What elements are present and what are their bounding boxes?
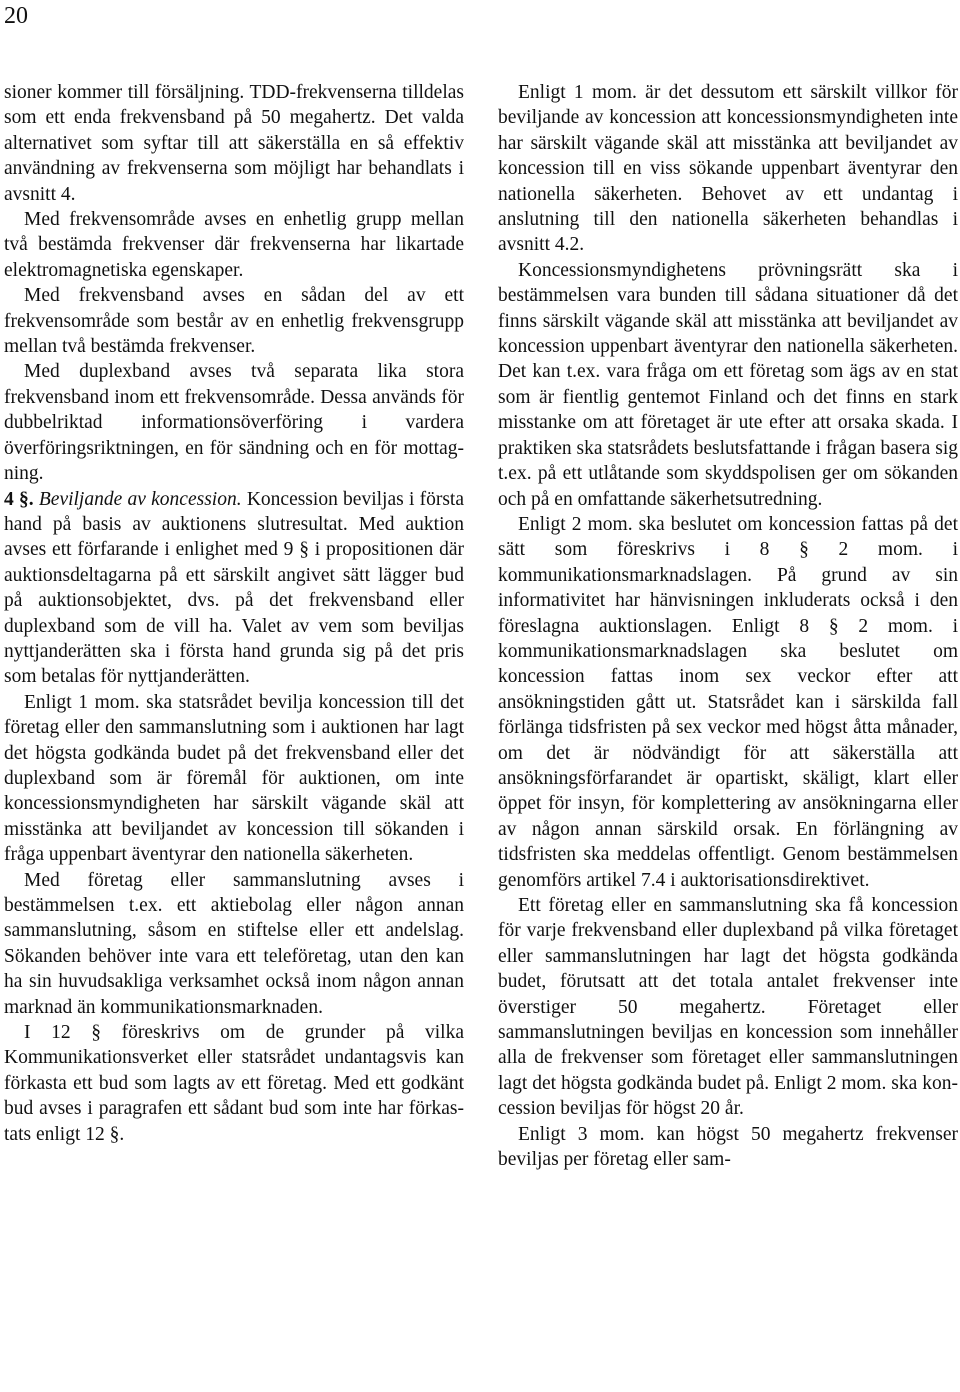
section-title: Beviljande av koncession. — [38, 488, 242, 510]
paragraph: Enligt 1 mom. är det dessutom ett särskilt villkor för beviljande av koncession att koncessionsmyndigheten inte har särskilt vägande skäl att misstänka att beviljandet av koncession till en viss sökande uppenbart äventyrar den nationella säkerheten. Behovet av ett undantag i anslutning till den nationella säkerheten behandlas i avsnitt 4.2. — [498, 82, 958, 256]
paragraph: Med frekvensområde avses en enhetlig grupp mellan två bestämda frekvenser där frekvenserna har likartade elektromagnetiska egenskaper. — [4, 209, 464, 281]
section-number: 4 §. — [4, 488, 34, 510]
paragraph: Enligt 3 mom. kan högst 50 megahertz frekvenser beviljas per företag eller sam- — [498, 1123, 958, 1171]
paragraph: Enligt 1 mom. ska statsrådet bevilja koncession till det företag eller den sammanslutning som i auktionen har lagt det högsta godkända budet på det frekvensband eller det duplexband som är föremål för auktionen, om inte koncessionsmyndigheten har särskilt vägande skäl att misstänka att beviljandet av koncession till sökanden i fråga uppenbart äventyrar den nationella säkerheten. — [4, 691, 464, 866]
paragraph: Ett företag eller en sammanslutning ska få koncession för varje frekvensband eller duplexband på vilka företaget eller sammanslutningen har lagt det högsta godkända budet, förutsatt att det totala antalet frekvenser inte överstiger 50 megahertz. Företaget eller sammanslutningen beviljas en koncession som innehåller alla de frekvenser som företaget eller sammanslutningen lagt det högsta godkända budet på. Enligt 2 mom. ska koncession beviljas för högst 20 år. — [498, 895, 958, 1120]
paragraph: I 12 § föreskrivs om de grunder på vilka Kommunikationsverket eller statsrådet undantagsvis kan förkasta ett bud som lagts av ett företag. Med ett godkänt bud avses i paragrafen ett sådant bud som inte har förkastats enligt 12 §. — [4, 1022, 464, 1145]
paragraph: Enligt 2 mom. ska beslutet om koncession fattas på det sätt som föreskrivs i 8 § 2 mom. i kommunikationsmarknadslagen. På grund av sin informativitet har hänvisningen inkluderats också i den föreslagna auktionslagen. Enligt 8 § 2 mom. i kommunikationsmarknadslagen ska beslutet om koncession fattas inom sex veckor efter att ansökningstiden gått ut. Statsrådet kan i särskilda fall förlänga tidsfristen på sex veckor med högst åtta månader, om det är nödvändigt för att säkerställa att ansökningsförfarandet är opartiskt, skäligt, klart eller öppet för insyn, för komplettering av ansökningarna eller av någon annan särskild orsak. En förlängning av tidsfristen ska meddelas offentligt. Genom bestämmelsen genomförs artikel 7.4 i auktorisationsdirektivet. — [498, 513, 958, 891]
section-4-paragraph — [4, 487, 464, 690]
section-text: Koncession beviljas i första hand på basis av auktionens slutresultat. Med auktion avses ett förfarande i enlighet med 9 § i propositionen där auktionsdeltagarna på ett särskilt angivet sätt lägger bud på auktionsobjektet, dvs. på det frekvensband eller duplexband som de vill ha. Valet av vem som beviljas nyttjanderätten ska i första hand grunda sig på det pris som betalas för nyttjanderätten. — [4, 488, 464, 688]
paragraph: sioner kommer till försäljning. TDD-frekvenserna tilldelas som ett enda frekvensband på 50 megahertz. Det valda alternativet som syftar till att säkerställa en så effektiv användning av frekvenserna som möjligt har behandlats i avsnitt 4. — [4, 82, 464, 205]
page-number: 20 — [4, 3, 28, 29]
paragraph: Med företag eller sammanslutning avses i bestämmelsen t.ex. ett aktiebolag eller någon annan sammanslutning, såsom en stiftelse eller ett andelslag. Sökanden behöver inte vara ett teleföretag, utan den kan ha sin huvudsakliga verksamhet också inom någon annan marknad än kommunikationsmarknaden. — [4, 869, 464, 1018]
paragraph: Med frekvensband avses en sådan del av ett frekvensområde som består av en enhetlig frekvensgrupp mellan två bestämda frekvenser. — [4, 285, 464, 358]
paragraph: Koncessionsmyndighetens prövningsrätt ska i bestämmelsen vara bunden till sådana situationer då det finns särskilt vägande skäl att misstänka att beviljandet av koncession uppenbart äventyrar den nationella säkerheten. Det kan t.ex. vara fråga om ett företag som ägs av en stat som är fientlig gentemot Finland och det finns en stark misstanke om att företaget är ute efter att orsaka skada. I praktiken ska statsrådets beslutsfattande i frågan basera sig t.ex. på ett utlåtande som skyddspolisen ger om sökanden och på en omfattande säkerhetsutredning. — [498, 259, 958, 510]
right-column — [498, 80, 958, 1392]
paragraph: Med duplexband avses två separata lika stora frekvensband inom ett frekvensområde. Dessa används för dubbelriktad informationsöverföring i vardera överföringsriktningen, en för sändning och en för mottagning. — [4, 361, 464, 485]
left-column — [4, 80, 464, 1392]
